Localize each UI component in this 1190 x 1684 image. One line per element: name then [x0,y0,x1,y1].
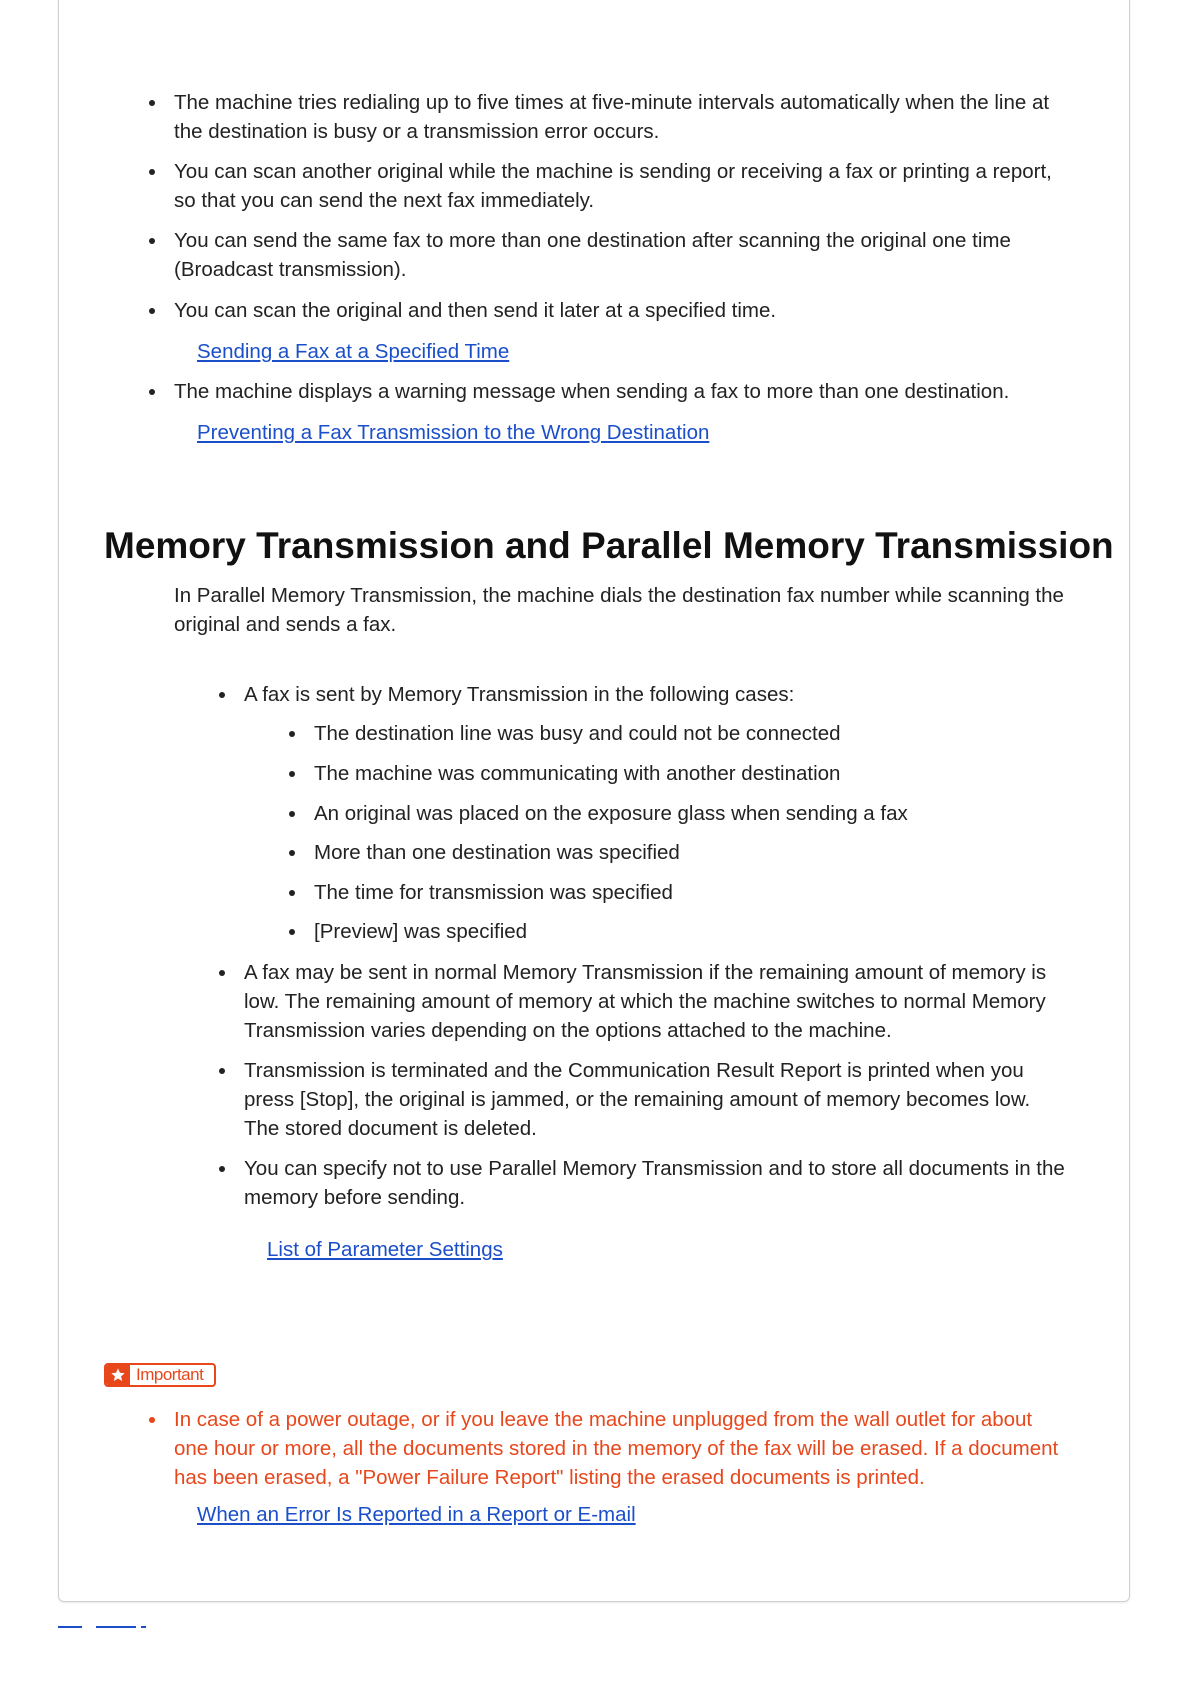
link-list-of-parameter-settings[interactable]: List of Parameter Settings [267,1238,503,1261]
sub-list-item [289,799,1109,828]
list-item-text: You can scan the original and then send it later at a specified time. [174,299,777,322]
sub-list-item-text: [Preview] was specified [314,920,528,943]
sub-list-item-text: An original was placed on the exposure glass when sending a fax [314,802,908,825]
sub-list-item [289,838,1109,867]
link-sending-fax-specified-time[interactable]: Sending a Fax at a Specified Time [197,340,510,363]
sub-list-item [289,878,1109,907]
list-item [219,1056,1119,1143]
sub-list-item [289,917,1109,946]
important-text: one hour or more, all the documents stored in the memory of the fax will be erased. If a document [174,1437,1059,1460]
footer-nav-link[interactable] [141,1626,146,1628]
list-item [219,680,1119,709]
list-item [219,1154,1119,1212]
list-item-text: low. The remaining amount of memory at which the machine switches to normal Memory [244,990,1046,1013]
list-item-text: Transmission is terminated and the Communication Result Report is printed when you [244,1059,1024,1082]
link-error-reported[interactable]: When an Error Is Reported in a Report or E-mail [197,1503,636,1526]
list-item-text: The machine tries redialing up to five times at five-minute intervals automatically when the line at [174,91,1050,114]
list-item-text: You can send the same fax to more than one destination after scanning the original one time [174,229,1011,252]
section-heading: Memory Transmission and Parallel Memory Transmission [104,525,1114,566]
important-text: has been erased, a "Power Failure Report" listing the erased documents is printed. [174,1466,925,1489]
list-item-text: You can specify not to use Parallel Memory Transmission and to store all documents in the [244,1157,1065,1180]
list-item-text: The machine displays a warning message when sending a fax to more than one destination. [174,380,1010,403]
sub-list-item-text: More than one destination was specified [314,841,680,864]
sub-list-item-text: The time for transmission was specified [314,881,673,904]
sub-list-item-text: The machine was communicating with another destination [314,762,841,785]
important-label: Important [136,1365,204,1384]
list-item-text: so that you can send the next fax immediately. [174,189,595,212]
list-item [149,377,1109,406]
important-badge [104,1363,216,1387]
list-item-text: A fax is sent by Memory Transmission in the following cases: [244,683,795,706]
list-item-text: You can scan another original while the machine is sending or receiving a fax or printing a report, [174,160,1052,183]
sub-list-item [289,759,1109,788]
section-intro [174,581,1114,639]
sub-list-item-text: The destination line was busy and could not be connected [314,722,841,745]
list-item-text: A fax may be sent in normal Memory Transmission if the remaining amount of memory is [244,961,1047,984]
link-preventing-wrong-destination[interactable]: Preventing a Fax Transmission to the Wrong Destination [197,421,710,444]
footer-nav-link[interactable] [96,1626,136,1628]
list-item-text: press [Stop], the original is jammed, or the remaining amount of memory becomes low. [244,1088,1031,1111]
list-item [219,958,1119,1045]
footer-nav-link[interactable] [58,1626,82,1628]
list-item-text: The stored document is deleted. [244,1117,537,1140]
list-item-text: memory before sending. [244,1186,466,1209]
list-item [149,88,1109,146]
list-item [149,226,1109,284]
list-item [149,296,1109,325]
list-item [149,157,1109,215]
section-intro-line: original and sends a fax. [174,613,397,636]
important-item [149,1405,1114,1492]
list-item-text: (Broadcast transmission). [174,258,407,281]
list-item-text: Transmission varies depending on the options attached to the machine. [244,1019,892,1042]
important-text: In case of a power outage, or if you leave the machine unplugged from the wall outlet for about [174,1408,1033,1431]
sub-list-item [289,719,1109,748]
section-intro-line: In Parallel Memory Transmission, the machine dials the destination fax number while scanning the [174,584,1064,607]
list-item-text: the destination is busy or a transmission error occurs. [174,120,660,143]
star-icon [106,1365,130,1385]
